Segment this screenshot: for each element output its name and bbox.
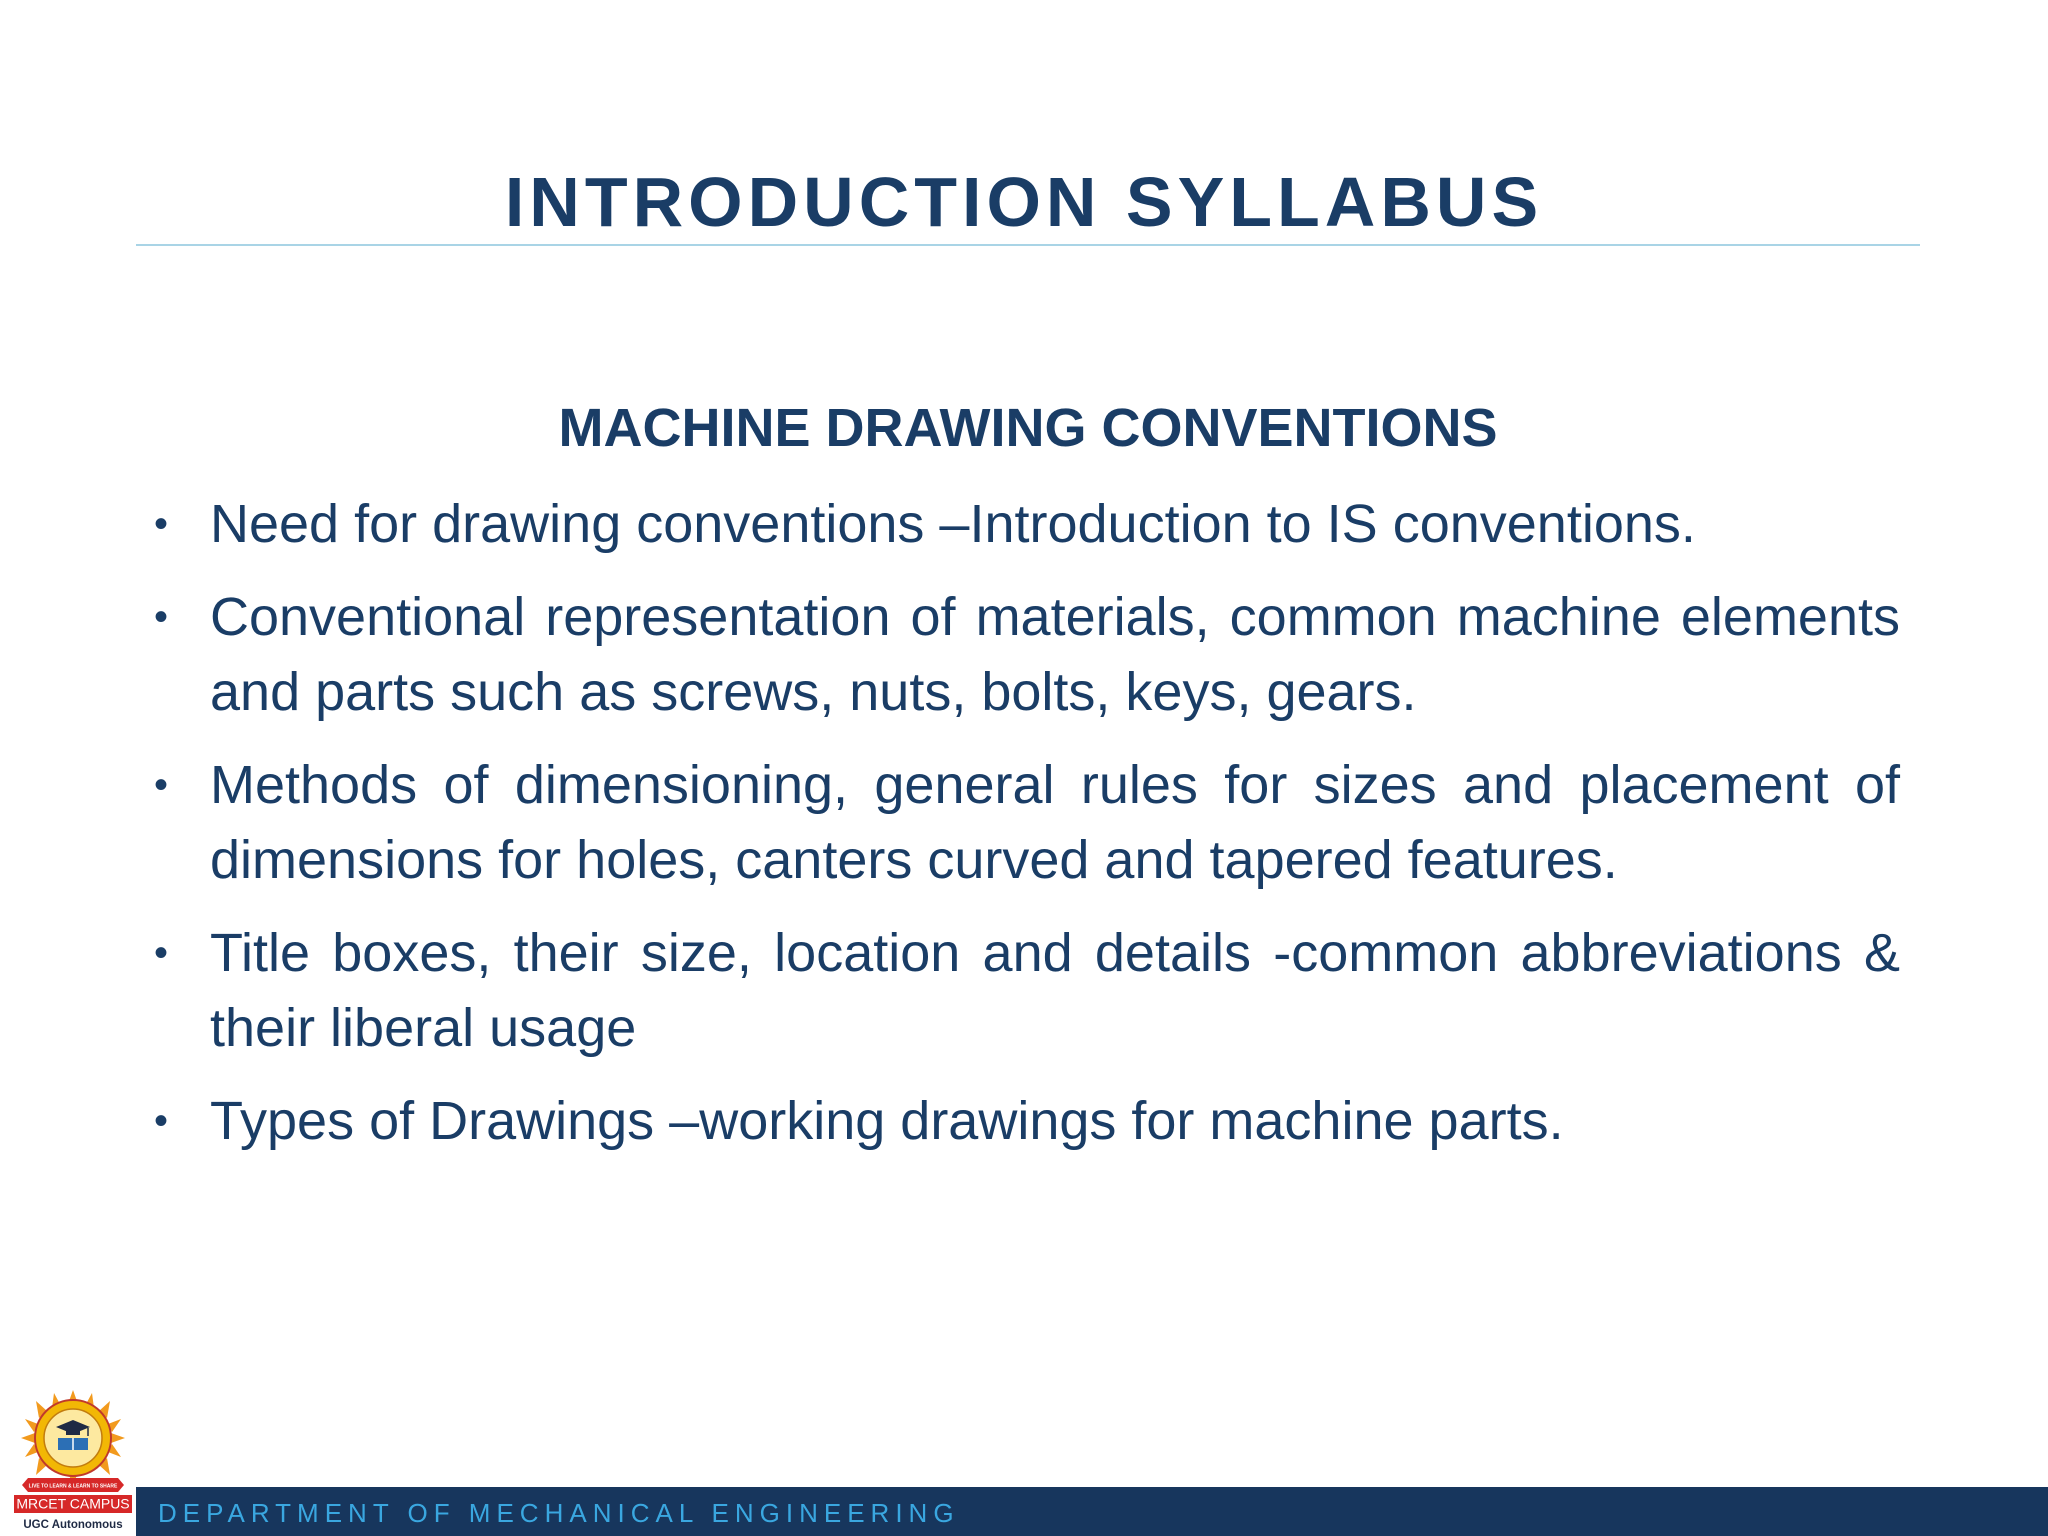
- section-heading: MACHINE DRAWING CONVENTIONS: [558, 398, 1498, 458]
- title-divider: [136, 244, 1920, 246]
- bullet-text: Title boxes, their size, location and details -common abbreviations & their liberal usage: [210, 923, 1900, 1058]
- footer-bar: [136, 1487, 2048, 1536]
- bullet-list: [150, 487, 1900, 1177]
- bullet-text: Need for drawing conventions –Introduction to IS conventions.: [210, 494, 1696, 554]
- bullet-item: [150, 487, 1900, 562]
- logo-ribbon-text: LIVE TO LEARN & LEARN TO SHARE: [28, 1483, 118, 1490]
- bullet-icon: •: [154, 931, 169, 975]
- bullet-text: Methods of dimensioning, general rules for sizes and placement of dimensions for holes, canters curved and tapered features.: [210, 755, 1900, 890]
- bullet-text: Types of Drawings –working drawings for machine parts.: [210, 1091, 1564, 1151]
- bullet-text: Conventional representation of materials, common machine elements and parts such as screws, nuts, bolts, keys, gears.: [210, 587, 1900, 722]
- slide-title: INTRODUCTION SYLLABUS: [504, 163, 1544, 241]
- bullet-item: [150, 748, 1900, 898]
- bullet-item: [150, 1084, 1900, 1159]
- logo-status-text: UGC Autonomous: [23, 1519, 123, 1531]
- bullet-icon: •: [154, 763, 169, 807]
- bullet-icon: •: [154, 1099, 169, 1143]
- college-logo-icon: [14, 1386, 132, 1532]
- bullet-item: [150, 580, 1900, 730]
- logo-campus-text: MRCET CAMPUS: [16, 1495, 130, 1512]
- bullet-icon: •: [154, 502, 169, 546]
- footer-department: DEPARTMENT OF MECHANICAL ENGINEERING: [158, 1498, 960, 1528]
- bullet-icon: •: [154, 595, 169, 639]
- bullet-item: [150, 916, 1900, 1066]
